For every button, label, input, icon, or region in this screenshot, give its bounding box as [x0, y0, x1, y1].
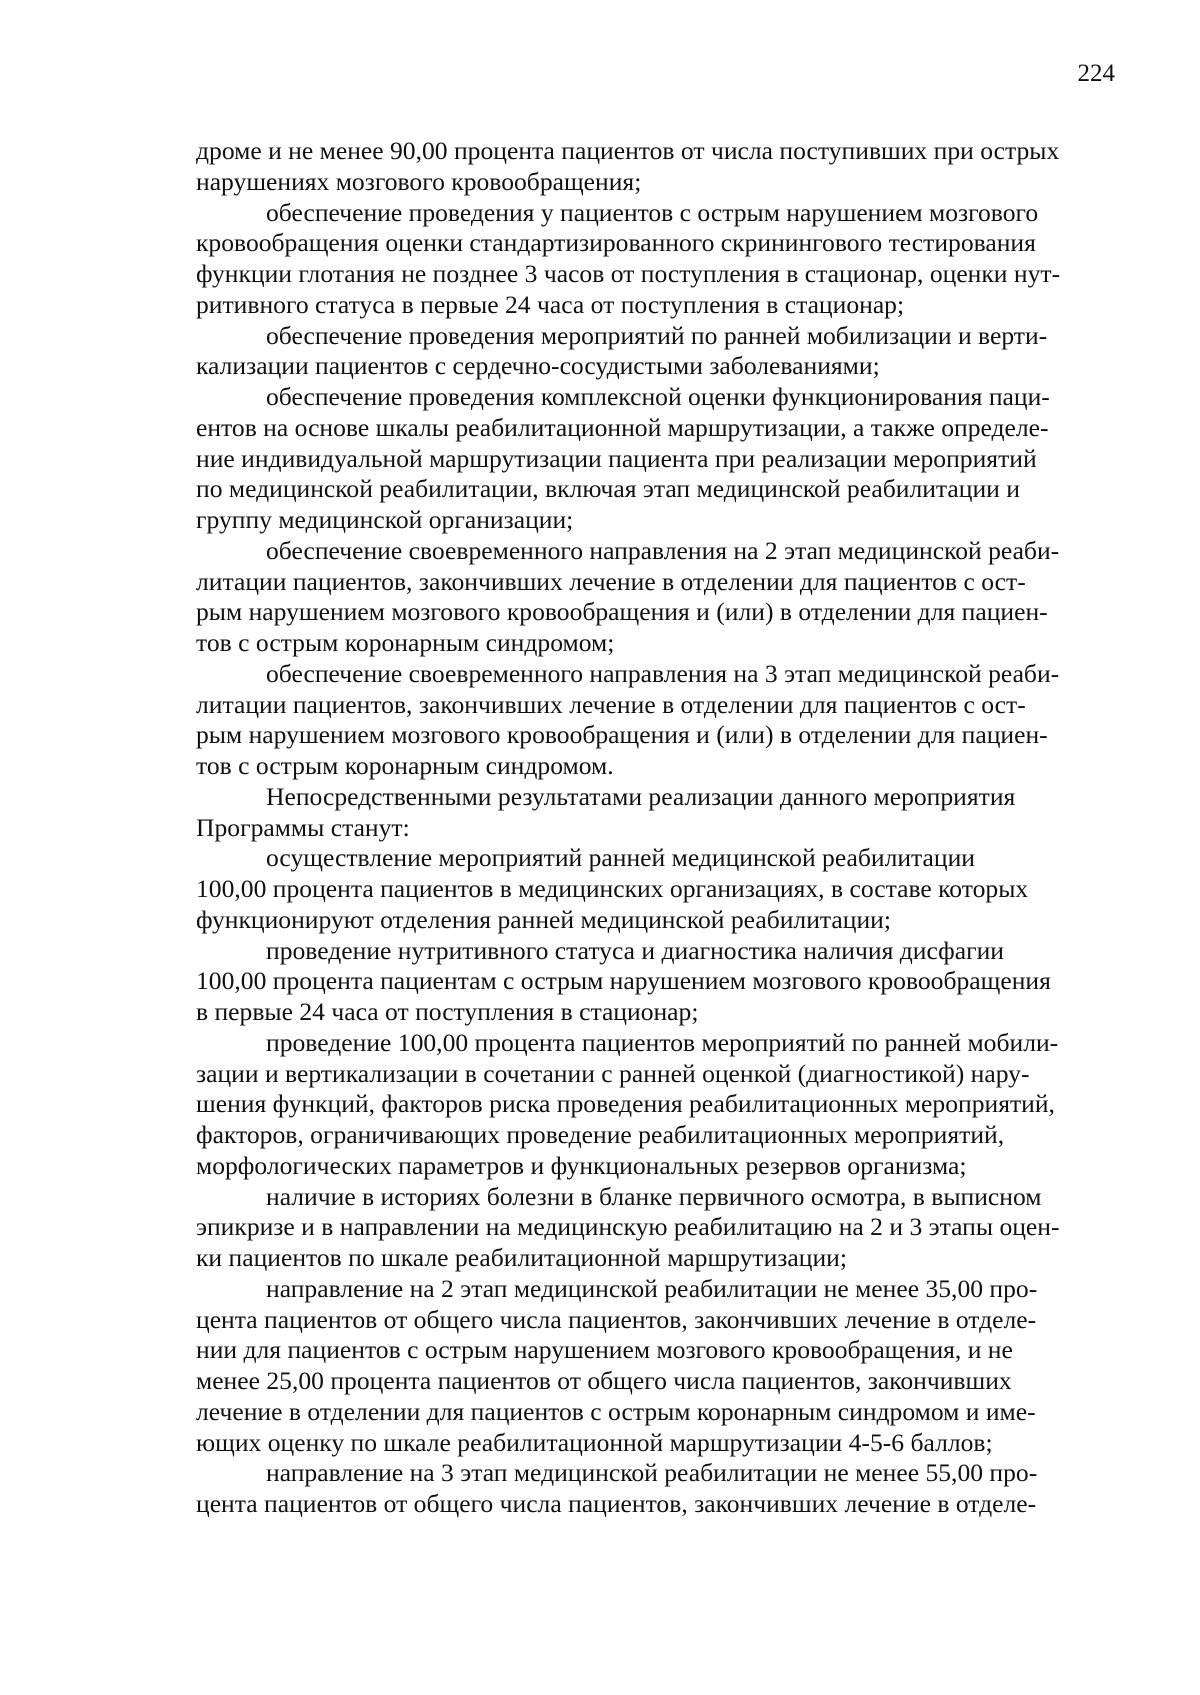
paragraph-3: обеспечение проведения мероприятий по ранней мобилизации и верти- кализации пациентов с сердечно-сосудистыми заболеваниями; — [196, 320, 1048, 381]
paragraph-9: проведение нутритивного статуса и диагностика наличия дисфагии 100,00 процента пациентам с острым нарушением мозгового кровообращения в первые 24 часа от поступления в стационар; — [196, 935, 1051, 1026]
paragraph-2: обеспечение проведения у пациентов с острым нарушением мозгового кровообращения оценки стандартизированного скринингового тестирования функции глотания не позднее 3 часов от поступления в стационар, оценки нут- ритивного статуса в первые 24 часа от поступления в стационар; — [196, 197, 1061, 319]
paragraph-13: направление на 3 этап медицинской реабилитации не менее 55,00 про- цента пациентов от общего числа пациентов, закончивших лечение в отделе- — [196, 1458, 1038, 1518]
page-number: 224 — [1077, 60, 1115, 87]
paragraph-4: обеспечение проведения комплексной оценки функционирования паци- ентов на основе шкалы реабилитационной маршрутизации, а также определе- ние индивидуальной маршрутизации пациента при реализации мероприятий по медицинской реабилитации, включая этап медицинской реабилитации и группу медицинской организации; — [196, 382, 1050, 534]
document-body — [196, 136, 1136, 1520]
paragraph-12: направление на 2 этап медицинской реабилитации не менее 35,00 про- цента пациентов от общего числа пациентов, закончивших лечение в отделе- нии для пациентов с острым нарушением мозгового кровообращения, и не менее 25,00 процента пациентов от общего числа пациентов, закончивших лечение в отделении для пациентов с острым коронарным синдромом и име- ющих оценку по шкале реабилитационной маршрутизации 4-5-6 баллов; — [196, 1273, 1038, 1457]
paragraph-8: осуществление мероприятий ранней медицинской реабилитации 100,00 процента пациентов в медицинских организациях, в составе которых функционируют отделения ранней медицинской реабилитации; — [196, 843, 1029, 934]
paragraph-5: обеспечение своевременного направления на 2 этап медицинской реаби- литации пациентов, закончивших лечение в отделении для пациентов с ост- рым нарушением мозгового кровообращения и (или) в отделении для пациен- тов с острым коронарным синдромом; — [196, 535, 1060, 657]
paragraph-1: дроме и не менее 90,00 процента пациентов от числа поступивших при острых нарушениях мозгового кровообращения; — [196, 136, 1060, 196]
paragraph-10: проведение 100,00 процента пациентов мероприятий по ранней мобили- зации и вертикализации в сочетании с ранней оценкой (диагностикой) нару- шения функций, факторов риска проведения реабилитационных мероприятий, факторов, ограничивающих проведение реабилитационных мероприятий, морфологических параметров и функциональных резервов организма; — [196, 1027, 1059, 1180]
paragraph-11: наличие в историях болезни в бланке первичного осмотра, в выписном эпикризе и в направлении на медицинскую реабилитацию на 2 и 3 этапы оцен- ки пациентов по шкале реабилитационной маршрутизации; — [196, 1181, 1060, 1272]
paragraph-7: Непосредственными результатами реализации данного мероприятия Программы станут: — [196, 781, 1016, 842]
paragraph-6: обеспечение своевременного направления на 3 этап медицинской реаби- литации пациентов, закончивших лечение в отделении для пациентов с ост- рым нарушением мозгового кровообращения и (или) в отделении для пациен- тов с острым коронарным синдромом. — [196, 658, 1060, 780]
